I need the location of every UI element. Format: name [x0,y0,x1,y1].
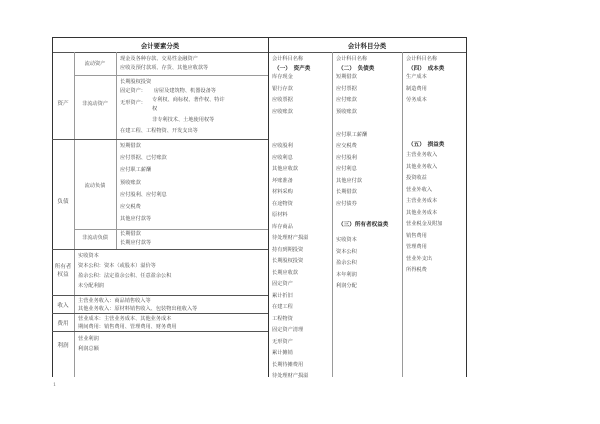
liabilities-label: 负债 [57,199,69,205]
current-liabilities-line: 应付股利、应付利息 [120,192,167,198]
col2-name: 会计科目名称 [336,56,368,62]
account-item: 其他应付款 [336,177,362,184]
footer-mark: 1 [53,382,57,388]
account-item: 原材料 [272,212,288,218]
account-item: 资本公积 [336,248,357,255]
equity-line: 未分配利润 [78,283,104,289]
account-item: 劳务成本 [406,97,427,103]
current-assets-line: 应收及预付款项、存货、其他应收款等 [120,65,209,71]
account-item: 短期借款 [336,74,357,80]
account-item: 实收资本 [336,237,357,243]
revenue-divider [52,313,268,314]
account-item: 应付账款 [336,97,357,103]
revenue-line: 其他业务收入：原材料销售收入、包装物出租收入等 [78,306,198,312]
account-item: 累计摊销 [272,350,293,356]
account-item: 无形资产 [272,338,293,345]
account-item: 长期股权投资 [272,258,304,264]
account-item: 预收账款 [336,108,357,115]
current-assets-line: 现金及各种存款、交易性金融资产 [120,56,198,62]
account-item: 应收票据 [272,97,293,103]
account-item: 库存现金 [272,74,293,80]
noncurrent-liabilities-line: 长期应付款等 [120,240,152,246]
account-item: 销售费用 [406,232,427,239]
current-liabilities-line: 其他应付款等 [120,216,152,222]
account-item: 应付票据 [336,85,357,92]
current-liabilities-line: 短期借款 [120,143,141,149]
account-item: 应付债券 [336,200,357,207]
equity-label: 所有者权益 [54,264,72,278]
accounting-classification-sheet [52,37,466,377]
col2-section: （二） 负债类 [338,66,375,72]
account-item: 累计折旧 [272,292,293,299]
expenses-label: 费用 [57,321,69,327]
noncurrent-assets-label: 非流动资产 [82,101,108,107]
right-border [466,37,467,377]
account-item: 长期借款 [336,189,357,195]
current-liabilities-line: 预收账款 [120,180,141,186]
noncurrent-assets-line: 在建工程、工程物资、开发支出等 [120,128,198,134]
account-item: 营业税金及附加 [406,221,443,227]
noncurrent-assets-line: 权 [152,106,158,112]
equity-line: 资本公积：资本（或股本）溢价等 [78,263,156,269]
top-border [52,37,466,38]
account-item: 库存商品 [272,223,293,230]
account-item: 本年利润 [336,271,357,278]
account-item: 应收利息 [272,154,293,161]
account-item: 固定资产清理 [272,327,304,333]
account-item: 应收账款 [272,108,293,115]
account-item: 工程物资 [272,315,293,322]
account-item: 管理费用 [406,244,427,250]
col3-section: （四） 成本类 [408,66,445,72]
col-divider-1 [332,52,333,377]
current-liabilities-line: 应付票据、已付账款 [120,155,167,161]
subgroup-col-line [116,52,117,249]
col3-name: 会计科目名称 [406,56,438,62]
account-item: 所得税费 [406,267,427,273]
current-liabilities-label: 流动负债 [84,183,106,189]
assets-divider [52,139,268,140]
account-item: 应付利息 [336,166,357,172]
current-assets-label: 流动资产 [84,61,106,67]
account-item: 长期应收款 [272,269,298,276]
account-item: 长期待摊费用 [272,361,304,368]
col-divider-2 [402,52,403,377]
expenses-line: 期间费用：销售费用、管理费用、财务费用 [78,324,177,330]
header-divider [52,52,466,53]
col3-section2: （五） 损益类 [408,142,445,148]
left-table-title: 会计要素分类 [140,42,180,50]
noncurrent-assets-line: 专利权、商标权、著作权、特许 [152,97,225,103]
noncurrent-liabilities-line: 长期借款 [120,231,141,237]
account-item: 应付股利 [336,154,357,161]
account-item: 营业外支出 [406,255,432,262]
account-item: 在建工程 [272,304,293,310]
equity-line: 实收资本 [78,253,99,259]
account-item: 投资收益 [406,175,427,181]
equity-line: 盈余公积：法定盈余公积、任意盈余公积 [78,273,172,279]
account-item: 待处理财产损溢 [272,235,309,241]
liabilities-divider [52,249,268,250]
revenue-label: 收入 [57,303,69,309]
account-item: 固定资产 [272,281,293,287]
account-item: 其他应收款 [272,166,298,172]
account-item: 盈余公积 [336,260,357,266]
expenses-line: 营业成本：主营业务成本、其他业务成本 [78,316,172,322]
account-item: 持有到期投资 [272,246,304,253]
account-item: 生产成本 [406,74,427,80]
noncurrent-assets-line: 长期股权投资 [120,79,152,85]
account-item: 坏账准备 [272,177,293,184]
noncurrent-assets-line: 固定资产： 房屋及建筑物、机器设备等 [120,88,216,94]
noncurrent-liabilities-label: 非流动负债 [82,235,108,241]
account-item: 应交税费 [336,143,357,149]
account-item: 应收股利 [272,143,293,149]
account-item: 营业外收入 [406,186,432,193]
profit-line: 利润总额 [78,346,99,352]
assets-label: 资产 [57,101,69,107]
account-item: 其他业务收入 [406,163,438,170]
right-table-title: 会计科目分类 [347,42,387,50]
current-liabilities-line: 应交税费 [120,204,141,210]
account-item: 利润分配 [336,283,357,289]
liabilities-current-divider [74,229,268,230]
profit-label: 利润 [57,343,69,349]
account-item: 银行存款 [272,85,293,92]
current-liabilities-line: 应付职工薪酬 [120,167,152,173]
account-item: 应付职工薪酬 [336,131,368,138]
account-item: 主营业务成本 [406,198,438,204]
assets-current-divider [74,75,268,76]
intangible-assets-label: 无形资产： [120,100,146,106]
account-item: 主营业务收入 [406,152,438,158]
account-item: 其他业务成本 [406,209,438,216]
account-item: 材料采购 [272,189,293,195]
col1-section: （一） 资产类 [274,66,311,72]
account-item: 在途物资 [272,200,293,207]
account-item: 制造费用 [406,85,427,92]
noncurrent-assets-line: 非专利技术、土地使用权等 [152,117,215,123]
expenses-divider [52,331,268,332]
col1-name: 会计科目名称 [272,56,304,62]
account-item: 待处理财产损溢 [272,373,309,379]
middle-border [268,37,269,377]
revenue-line: 主营业务收入：商品销售收入等 [78,298,151,304]
equity-divider [52,295,268,296]
col2-section2: （三）所有者权益类 [338,222,389,228]
profit-line: 营业利润 [78,336,99,342]
